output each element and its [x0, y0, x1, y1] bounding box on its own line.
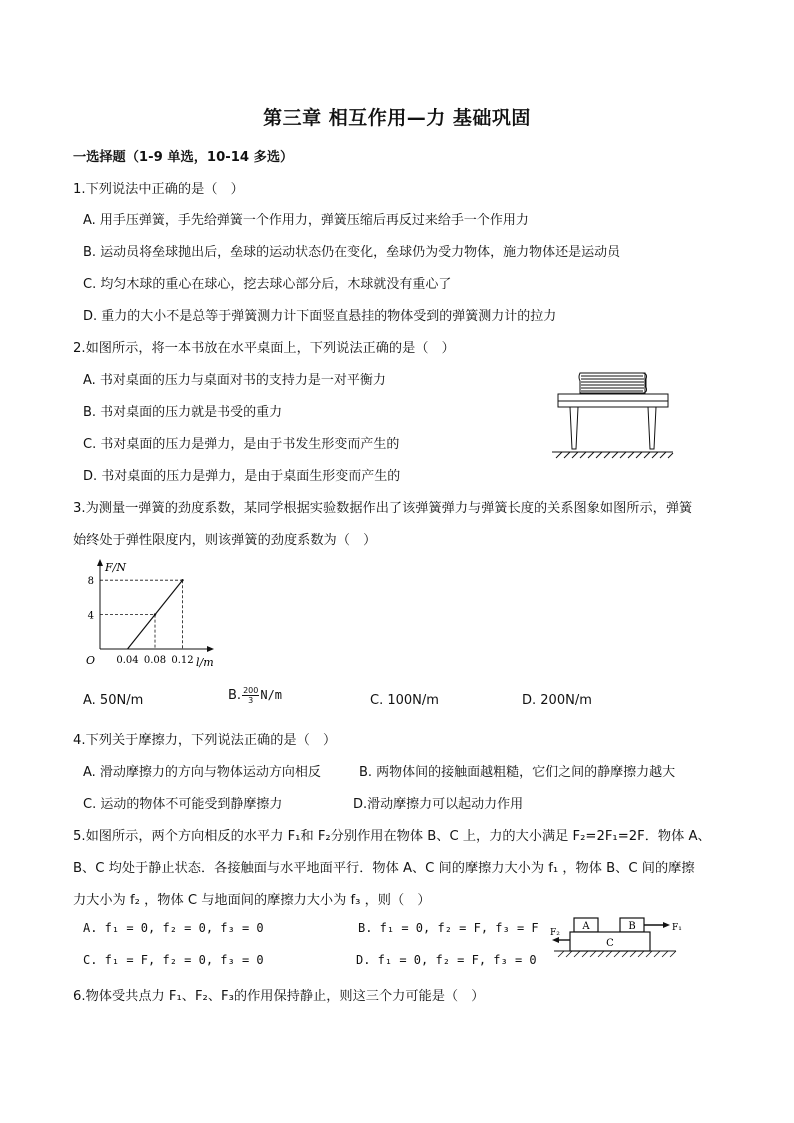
- q6-stem: 6.物体受共点力 F₁、F₂、F₃的作用保持静止，则这三个力可能是（ ）: [73, 989, 485, 1004]
- q1-option-d[interactable]: D. 重力的大小不是总等于弹簧测力计下面竖直悬挂的物体受到的弹簧测力计的拉力: [83, 309, 557, 324]
- q5-stem-line2: B、C 均处于静止状态．各接触面与水平地面平行．物体 A、C 间的摩擦力大小为 f₁ ，物体 B、C 间的摩擦: [73, 861, 695, 876]
- x-axis-arrow: [207, 646, 214, 652]
- q1-stem: 1.下列说法中正确的是（ ）: [73, 182, 244, 197]
- q3-option-d[interactable]: D. 200N/m: [522, 693, 592, 708]
- q5-stem-line3: 力大小为 f₂ ，物体 C 与地面间的摩擦力大小为 f₃ ，则（ ）: [73, 893, 431, 908]
- q4-option-c[interactable]: C. 运动的物体不可能受到静摩擦力: [83, 797, 283, 812]
- y-tick-label: 4: [87, 610, 94, 622]
- blocks-force-figure: [548, 913, 688, 963]
- q3-option-b-prefix: B.: [228, 688, 242, 703]
- q3-option-b[interactable]: [228, 686, 282, 705]
- force-f1-label: F₁: [672, 923, 682, 933]
- q2-option-b[interactable]: B. 书对桌面的压力就是书受的重力: [83, 405, 283, 420]
- x-tick-label: 0.04: [116, 655, 139, 666]
- block-c-label: C: [606, 938, 614, 949]
- q4-stem: 4.下列关于摩擦力，下列说法正确的是（ ）: [73, 733, 337, 748]
- q3-option-b-fraction: [242, 686, 259, 705]
- force-f2-label: F₂: [550, 928, 560, 938]
- ground-hatch-2: [558, 951, 676, 957]
- page-title: 第三章 相互作用—力 基础巩固: [263, 107, 531, 129]
- q5-option-c[interactable]: C. f₁ = F, f₂ = 0, f₃ = 0: [83, 953, 264, 967]
- block-a-label: A: [582, 921, 590, 932]
- q3-stem-line2: 始终处于弹性限度内，则该弹簧的劲度系数为（ ）: [73, 533, 377, 548]
- q4-option-a[interactable]: A. 滑动摩擦力的方向与物体运动方向相反: [83, 765, 321, 780]
- q3-option-a[interactable]: A. 50N/m: [83, 693, 144, 708]
- q2-option-d[interactable]: D. 书对桌面的压力是弹力，是由于桌面生形变而产生的: [83, 469, 401, 484]
- q3-option-b-denominator: 3: [248, 696, 254, 705]
- data-point: [154, 613, 156, 615]
- y-axis-arrow: [97, 559, 103, 566]
- x-tick-label: 0.12: [171, 655, 194, 666]
- q5-option-b[interactable]: B. f₁ = 0, f₂ = F, f₃ = F: [358, 921, 539, 935]
- q3-option-b-numerator: 200: [243, 686, 259, 695]
- q3-stem-line1: 3.为测量一弹簧的劲度系数，某同学根据实验数据作出了该弹簧弹力与弹簧长度的关系图象如图所示，弹簧: [73, 501, 693, 516]
- origin-label: O: [86, 654, 96, 667]
- table-illustration: [558, 394, 668, 449]
- q2-option-c[interactable]: C. 书对桌面的压力是弹力，是由于书发生形变而产生的: [83, 437, 400, 452]
- y-axis-label: F/N: [105, 561, 126, 574]
- section-heading: 一选择题（1-9 单选，10-14 多选）: [73, 150, 294, 165]
- q2-option-a[interactable]: A. 书对桌面的压力与桌面对书的支持力是一对平衡力: [83, 373, 386, 388]
- q4-option-b[interactable]: B. 两物体间的接触面越粗糙，它们之间的静摩擦力越大: [359, 765, 676, 780]
- data-point: [181, 579, 183, 581]
- q1-option-b[interactable]: B. 运动员将垒球抛出后，垒球的运动状态仍在变化，垒球仍为受力物体，施力物体还是运动员: [83, 245, 621, 260]
- ground-hatch: [552, 452, 673, 458]
- q1-option-c[interactable]: C. 均匀木球的重心在球心，挖去球心部分后，木球就没有重心了: [83, 277, 452, 292]
- x-tick-label: 0.08: [143, 655, 167, 666]
- q2-stem: 2.如图所示，将一本书放在水平桌面上，下列说法正确的是（ ）: [73, 341, 455, 356]
- y-tick-label: 8: [87, 576, 94, 588]
- book-table-figure: [550, 365, 675, 465]
- q3-option-c[interactable]: C. 100N/m: [370, 693, 439, 708]
- block-b-label: B: [628, 921, 636, 932]
- q5-option-a[interactable]: A. f₁ = 0, f₂ = 0, f₃ = 0: [83, 921, 264, 935]
- q5-stem-line1: 5.如图所示，两个方向相反的水平力 F₁和 F₂分别作用在物体 B、C 上，力的大小满足 F₂=2F₁=2F．物体 A、: [73, 829, 711, 844]
- q1-option-a[interactable]: A. 用手压弹簧，手先给弹簧一个作用力，弹簧压缩后再反过来给手一个作用力: [83, 213, 529, 228]
- q5-option-d[interactable]: D. f₁ = 0, f₂ = F, f₃ = 0: [356, 953, 537, 967]
- x-axis-label: l/m: [196, 656, 214, 669]
- book-illustration: [579, 373, 647, 393]
- q3-option-b-unit: N/m: [260, 688, 283, 702]
- spring-force-chart: [78, 557, 228, 672]
- q4-option-d[interactable]: D.滑动摩擦力可以起动力作用: [353, 797, 524, 812]
